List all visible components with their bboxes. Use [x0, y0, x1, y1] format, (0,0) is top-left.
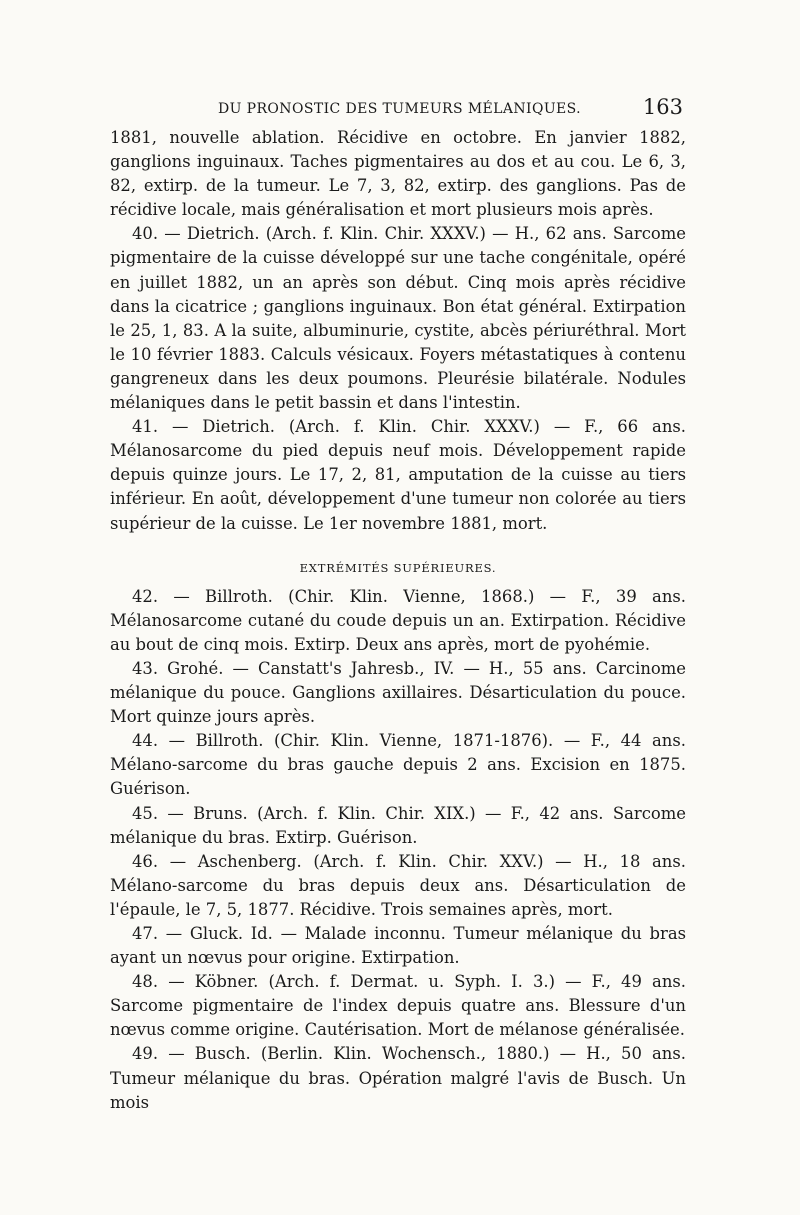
case-45: 45. — Bruns. (Arch. f. Klin. Chir. XIX.) — F., 42 ans. Sarcome mélanique du bras. Extirp. Guérison. — [110, 803, 686, 847]
case-47: 47. — Gluck. Id. — Malade inconnu. Tumeur mélanique du bras ayant un nœvus pour origine. Extirpation. — [110, 924, 686, 968]
page-number: 163 — [642, 95, 683, 119]
case-44: 44. — Billroth. (Chir. Klin. Vienne, 1871-1876). — F., 44 ans. Mélano-sarcome du bras gauche depuis 2 ans. Excision en 1875. Guérison. — [110, 731, 686, 799]
case-49: 49. — Busch. (Berlin. Klin. Wochensch., 1880.) — H., 50 ans. Tumeur mélanique du bras. Opération malgré l'avis de Busch. Un mois — [110, 1044, 686, 1112]
paragraph-continued: 1881, nouvelle ablation. Récidive en octobre. En janvier 1882, ganglions inguinaux. Taches pigmentaires au dos et au cou. Le 6, 3, 82, extirp. de la tumeur. Le 7, 3, 82, extirp. des ganglions. Pas de récidive locale, mais généralisation et mort plusieurs mois après. — [110, 128, 686, 220]
case-40: 40. — Dietrich. (Arch. f. Klin. Chir. XXXV.) — H., 62 ans. Sarcome pigmentaire de la cuisse développé sur une tache congénitale, opéré en juillet 1882, un an après son début. Cinq mois après récidive dans la cicatrice ; ganglions inguinaux. Bon état général. Extirpation le 25, 1, 83. A la suite, albuminurie, cystite, abcès périuréthral. Mort le 10 février 1883. Calculs vésicaux. Foyers métastatiques à contenu gangreneux dans les deux poumons. Pleurésie bilatérale. Nodules mélaniques dans le petit bassin et dans l'intestin. — [110, 224, 686, 413]
body-text — [110, 126, 686, 1115]
case-42: 42. — Billroth. (Chir. Klin. Vienne, 1868.) — F., 39 ans. Mélanosarcome cutané du coude depuis un an. Extirpation. Récidive au bout de cinq mois. Extirp. Deux ans après, mort de pyohémie. — [110, 586, 686, 654]
case-46: 46. — Aschenberg. (Arch. f. Klin. Chir. XXV.) — H., 18 ans. Mélano-sarcome du bras depuis deux ans. Désarticulation de l'épaule, le 7, 5, 1877. Récidive. Trois semaines après, mort. — [110, 851, 686, 919]
page-header — [198, 95, 683, 125]
case-48: 48. — Köbner. (Arch. f. Dermat. u. Syph. I. 3.) — F., 49 ans. Sarcome pigmentaire de l'index depuis quatre ans. Blessure d'un nœvus comme origine. Cautérisation. Mort de mélanose généralisée. — [110, 972, 686, 1040]
case-41: 41. — Dietrich. (Arch. f. Klin. Chir. XXXV.) — F., 66 ans. Mélanosarcome du pied depuis neuf mois. Développement rapide depuis quinze jours. Le 17, 2, 81, amputation de la cuisse au tiers inférieur. En août, développement d'une tumeur non colorée au tiers supérieur de la cuisse. Le 1er novembre 1881, mort. — [110, 417, 686, 533]
section-heading: EXTRÉMITÉS SUPÉRIEURES. — [299, 560, 497, 575]
case-43: 43. Grohé. — Canstatt's Jahresb., IV. — H., 55 ans. Carcinome mélanique du pouce. Ganglions axillaires. Désarticulation du pouce. Mort quinze jours après. — [110, 658, 686, 727]
running-title: DU PRONOSTIC DES TUMEURS MÉLANIQUES. — [218, 101, 581, 117]
